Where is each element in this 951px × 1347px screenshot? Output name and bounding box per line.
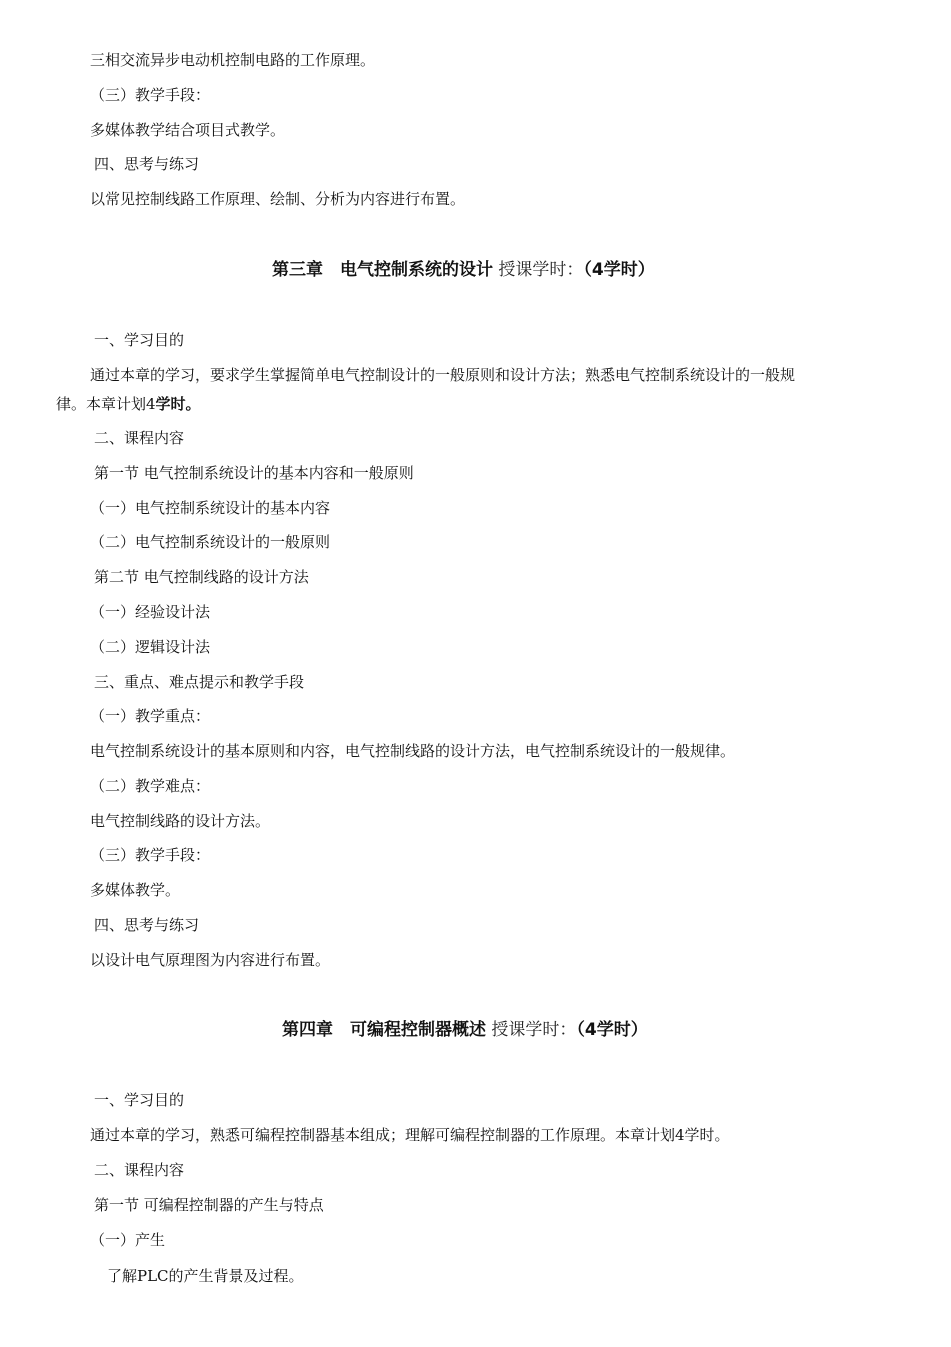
body-text: 电气控制系统设计的基本原则和内容，电气控制线路的设计方法，电气控制系统设计的一般规律。 [90, 742, 736, 760]
body-text-part: 律。本章计划4 [56, 395, 156, 413]
section-heading: 四、思考与练习 [94, 155, 200, 173]
body-text: 多媒体教学。 [90, 881, 181, 899]
section-heading: 四、思考与练习 [94, 916, 200, 934]
subsection-heading: 第二节 电气控制线路的设计方法 [94, 568, 309, 586]
subsection-heading: （一）教学重点： [90, 707, 211, 725]
body-text: 通过本章的学习，熟悉可编程控制器基本组成；理解可编程控制器的工作原理。本章计划4学时。 [90, 1126, 730, 1144]
section-heading: 二、课程内容 [94, 1161, 185, 1179]
body-text: 以设计电气原理图为内容进行布置。 [90, 951, 331, 969]
list-item: （一）电气控制系统设计的基本内容 [90, 499, 331, 517]
subsection-heading: （三）教学手段： [90, 86, 211, 104]
body-text-bold: 学时。 [155, 395, 201, 413]
body-text: 电气控制线路的设计方法。 [90, 812, 271, 830]
body-text: 了解PLC的产生背景及过程。 [107, 1267, 304, 1285]
chapter-title-text: 第三章 电气控制系统的设计 [272, 260, 493, 280]
body-text: 多媒体教学结合项目式教学。 [90, 121, 286, 139]
hours-label: 授课学时： [498, 260, 584, 280]
subsection-heading: 第一节 可编程控制器的产生与特点 [94, 1196, 324, 1214]
list-item: （一）产生 [90, 1231, 166, 1249]
body-text: 通过本章的学习，要求学生掌握简单电气控制设计的一般原则和设计方法；熟悉电气控制系统设计的一般规 [90, 366, 796, 384]
hours-label: 授课学时： [491, 1020, 577, 1040]
hours-value: （4学时） [583, 260, 655, 280]
subsection-heading: （二）教学难点： [90, 777, 211, 795]
chapter-4-title [282, 1018, 648, 1042]
list-item: （一）经验设计法 [90, 603, 211, 621]
subsection-heading: 第一节 电气控制系统设计的基本内容和一般原则 [94, 464, 414, 482]
section-heading: 一、学习目的 [94, 331, 185, 349]
subsection-heading: （三）教学手段： [90, 846, 211, 864]
section-heading: 一、学习目的 [94, 1091, 185, 1109]
section-heading: 三、重点、难点提示和教学手段 [94, 673, 305, 691]
body-text [56, 394, 201, 414]
hours-value: （4学时） [576, 1020, 648, 1040]
section-heading: 二、课程内容 [94, 429, 185, 447]
list-item: （二）电气控制系统设计的一般原则 [90, 533, 331, 551]
chapter-title-text: 第四章 可编程控制器概述 [282, 1020, 486, 1040]
list-item: （二）逻辑设计法 [90, 638, 211, 656]
chapter-3-title [272, 258, 655, 282]
body-text: 以常见控制线路工作原理、绘制、分析为内容进行布置。 [90, 190, 466, 208]
body-text: 三相交流异步电动机控制电路的工作原理。 [90, 51, 376, 69]
